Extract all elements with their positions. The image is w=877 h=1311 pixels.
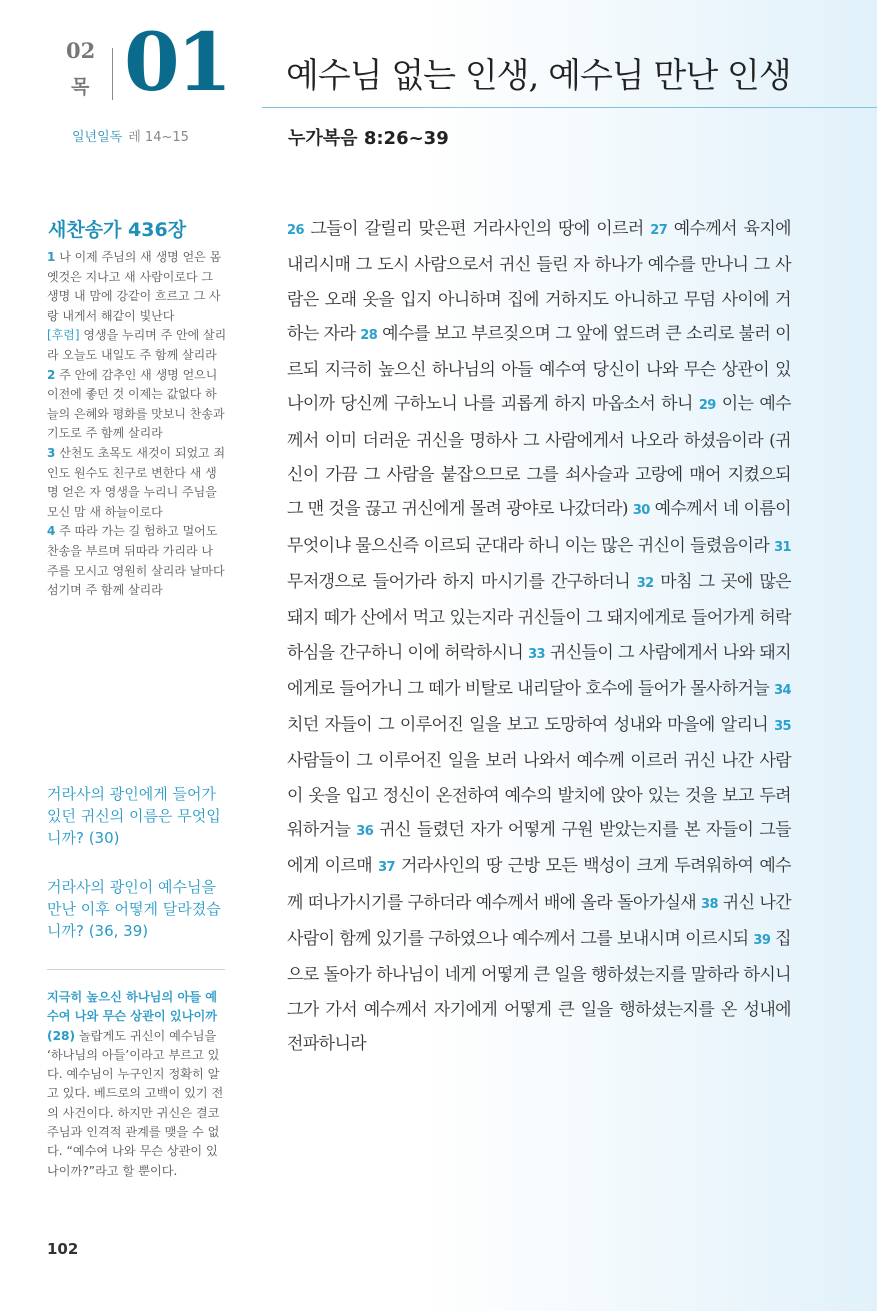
verse-text: 집으로 돌아가 하나님이 네게 어떻게 큰 일을 행하셨는지를 말하라 하시니 그가 가서 예수께서 자기에게 어떻게 큰 일을 행하셨는지를 온 성내에 전파하니라: [287, 928, 791, 1054]
hymn-verse: [47, 522, 227, 600]
page-title: 예수님 없는 인생, 예수님 만난 인생: [286, 56, 791, 96]
verse-text: 귀신 들렸던 자가 어떻게 구원 받았는지를 본 자들이 그들에게 이르매: [287, 820, 792, 877]
month-number: 02: [66, 38, 96, 63]
verse-text: 치던 자들이 그 이루어진 일을 보고 도망하여 성내와 마을에 알리니: [287, 715, 775, 736]
hymn-chorus-label: [후렴]: [47, 328, 80, 343]
weekday: 목: [71, 76, 90, 98]
hymn-lyrics: [47, 248, 227, 601]
hymn-verse-number: 1: [47, 250, 56, 264]
question-1: 거라사의 광인에게 들어가 있던 귀신의 이름은 무엇입니까? (30): [47, 785, 221, 847]
note-text: 놀랍게도 귀신이 예수님을 ‘하나님의 아들’이라고 부르고 있다. 예수님이 누구인지 정확히 알고 있다. 베드로의 고백이 있기 전의 사건이다. 하지만 귀신은 결코 주님과 인격적 관계를 맺을 수 없다. “예수여 나와 무슨 상관이 있나이까?”라고 할 뿐이다.: [47, 1028, 224, 1178]
verse-number: 38: [701, 896, 718, 912]
hymn-verse: [47, 248, 227, 326]
hymn-title: 새찬송가 436장: [48, 219, 187, 241]
hymn-chorus-text: 영생을 누리며 주 안에 살리라 오늘도 내일도 주 함께 살리라: [47, 328, 227, 362]
hymn-chorus: [47, 326, 227, 365]
scripture-text: [287, 212, 791, 1061]
hymn-verse-number: 3: [47, 445, 56, 460]
verse-text: 거라사인의 땅 근방 모든 백성이 크게 두려워하여 예수께 떠나가시기를 구하더라 예수께서 배에 올라 돌아가실새: [287, 856, 792, 913]
reading-plan: [72, 126, 189, 145]
verse-number: 35: [774, 719, 791, 735]
verse-text: 그들이 갈릴리 맞은편 거라사인의 땅에 이르러: [303, 219, 651, 239]
commentary-note: [47, 988, 227, 1181]
verse-number: 31: [774, 539, 791, 555]
hymn-verse-text: 주 따라 가는 길 험하고 멀어도 찬송을 부르며 뒤따라 가리라 나 주를 모시고 영원히 살리라 날마다 섬기며 주 함께 살리라: [47, 524, 225, 598]
verse-number: 27: [650, 223, 668, 238]
hymn-verse-text: 주 안에 감추인 새 생명 얻으니 이전에 좋던 것 이제는 값없다 하늘의 은혜와 평화를 맛보니 찬송과 기도로 주 함께 살리라: [47, 367, 225, 441]
reading-plan-ref: 레 14~15: [128, 130, 189, 145]
verse-text: 예수께서 네 이름이 무엇이냐 물으신즉 이르되 군대라 하니 이는 많은 귀신이 들렸음이라: [287, 499, 791, 556]
verse-text: 이는 예수께서 이미 더러운 귀신을 명하사 그 사람에게서 나오라 하셨음이라 (귀신이 가끔 그 사람을 붙잡으므로 그를 쇠사슬과 고랑에 매어 지켰으되 그 맨 것을 끊고 귀신에게 몰려 광야로 나갔더라): [287, 394, 791, 520]
verse-number: 36: [356, 824, 374, 840]
hymn-verse: [47, 366, 227, 444]
verse-text: 예수께서 육지에 내리시매 그 도시 사람으로서 귀신 들린 자 하나가 예수를 만나니 그 사람은 오래 옷을 입지 아니하며 집에 거하지도 아니하고 무덤 사이에 거하는 자라: [287, 219, 791, 344]
verse-number: 39: [753, 932, 771, 948]
hymn-verse-number: 2: [47, 367, 56, 382]
verse-number: 34: [774, 682, 791, 698]
verse-number: 30: [632, 503, 650, 519]
day-number: 01: [124, 15, 230, 109]
verse-text: 무저갱으로 들어가라 하지 마시기를 간구하더니: [287, 571, 637, 592]
verse-text: 마침 그 곳에 많은 돼지 떼가 산에서 먹고 있는지라 귀신들이 그 돼지에게로 들어가게 허락하심을 간구하니 이에 허락하시니: [287, 571, 791, 663]
verse-number: 32: [636, 575, 654, 591]
verse-text: 귀신 나간 사람이 함께 있기를 구하였으나 예수께서 그를 보내시며 이르시되: [287, 892, 791, 949]
verse-number: 29: [698, 398, 716, 414]
hymn-verse-text: 나 이제 주님의 새 생명 얻은 몸 옛것은 지나고 새 사람이로다 그 생명 내 맘에 강같이 흐르고 그 사랑 내게서 해같이 빛난다: [47, 250, 222, 323]
note-divider: [47, 969, 225, 970]
verse-text: 사람들이 그 이루어진 일을 보러 나와서 예수께 이르러 귀신 나간 사람이 옷을 입고 정신이 온전하여 예수의 발치에 앉아 있는 것을 보고 두려워하거늘: [287, 751, 791, 841]
header-divider: [112, 48, 113, 100]
title-rule: [262, 107, 877, 108]
verse-number: 26: [287, 223, 304, 238]
verse-number: 33: [528, 646, 545, 662]
passage-reference: 누가복음 8:26~39: [288, 128, 449, 149]
reading-plan-label: 일년일독: [72, 130, 123, 145]
hymn-verse: [47, 444, 227, 522]
verse-number: 28: [360, 327, 378, 343]
hymn-verse-number: 4: [47, 524, 56, 539]
hymn-verse-text: 산천도 초목도 새것이 되었고 죄인도 원수도 친구로 변한다 새 생명 얻은 자 영생을 누리니 주님을 모신 맘 새 하늘이로다: [47, 445, 226, 519]
question-2: 거라사의 광인이 예수님을 만난 이후 어떻게 달라졌습니까? (36, 39): [47, 878, 221, 940]
note-highlight: 지극히 높으신 하나님의 아들 예수여 나와 무슨 상관이 있나이까(28): [47, 990, 218, 1043]
page-number: 102: [47, 1240, 79, 1258]
verse-text: 예수를 보고 부르짖으며 그 앞에 엎드려 큰 소리로 불러 이르되 지극히 높으신 하나님의 아들 예수여 당신이 나와 무슨 상관이 있나이까 당신께 구하노니 나를 괴롭게 하지 마옵소서 하니: [287, 323, 791, 415]
verse-number: 37: [378, 860, 395, 876]
verse-text: 귀신들이 그 사람에게서 나와 돼지에게로 들어가니 그 떼가 비탈로 내리달아 호수에 들어가 몰사하거늘: [287, 642, 791, 699]
